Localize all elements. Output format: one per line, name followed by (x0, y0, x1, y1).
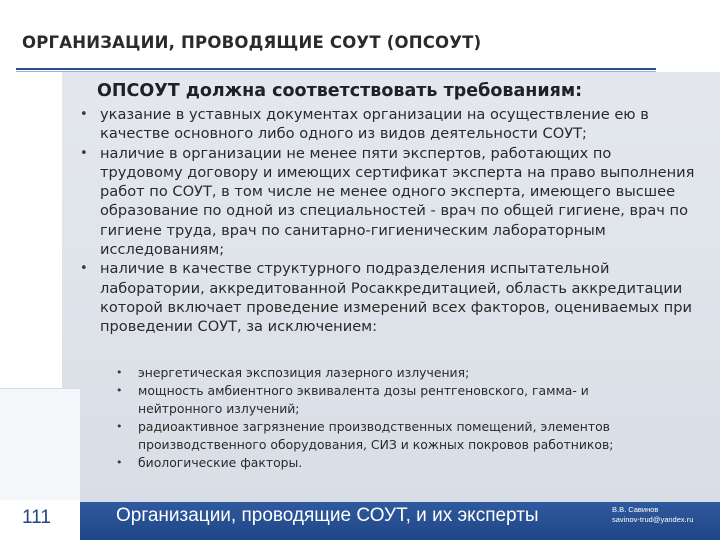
requirement-text: наличие в организации не менее пяти экспертов, работающих по трудовому договору и имеющих сертификат эксперта на право выполнения работ по СОУТ, в том числе не менее одного эксперта, имеющего высшее образование по одной из специальностей - врач по общей гигиене, врач по гигиене труда, врач по санитарно-гигиеническим лабораторным исследованиям; (100, 144, 695, 259)
requirement-text: наличие в качестве структурного подразделения испытательной лаборатории, аккредитованной Росаккредитацией, область аккредитации которой включает проведение измерений всех факторов, оцениваемых при проведении СОУТ, за исключением: (100, 260, 692, 336)
requirements-list (80, 105, 695, 337)
exception-text: радиоактивное загрязнение производственных помещений, элементов производственного оборудования, СИЗ и кожных покровов работников; (138, 419, 614, 452)
bullet-icon: • (116, 456, 123, 469)
list-item (80, 105, 695, 144)
author-email: savinov-trud@yandex.ru (612, 515, 694, 524)
list-item (116, 364, 676, 382)
list-item (80, 144, 695, 260)
corner-decoration (0, 388, 80, 501)
exceptions-list (116, 364, 676, 472)
page-number: 111 (22, 507, 51, 528)
requirements-heading: ОПСОУТ должна соответствовать требованиям: (97, 81, 583, 101)
requirement-text: указание в уставных документах организации на осуществление ею в качестве основного либо одного из видов деятельности СОУТ; (100, 106, 649, 143)
footer-title: Организации, проводящие СОУТ, и их эксперты (116, 505, 539, 526)
slide-title: ОРГАНИЗАЦИИ, ПРОВОДЯЩИЕ СОУТ (ОПСОУТ) (22, 33, 482, 52)
list-item (116, 454, 676, 472)
exception-text: биологические факторы. (138, 455, 303, 470)
exception-text: энергетическая экспозиция лазерного излучения; (138, 365, 470, 380)
footer-author (612, 505, 693, 525)
bullet-icon: • (80, 107, 88, 122)
title-divider (16, 68, 656, 70)
bullet-icon: • (80, 261, 88, 277)
author-name: В.В. Савинов (612, 505, 659, 514)
bullet-icon: • (116, 384, 123, 397)
bullet-icon: • (80, 145, 88, 161)
exception-text: мощность амбиентного эквивалента дозы рентгеновского, гамма- и нейтронного излучений; (138, 383, 589, 416)
list-item (116, 382, 676, 418)
bullet-icon: • (116, 366, 123, 379)
list-item (80, 259, 695, 336)
bullet-icon: • (116, 420, 123, 433)
list-item (116, 418, 676, 454)
